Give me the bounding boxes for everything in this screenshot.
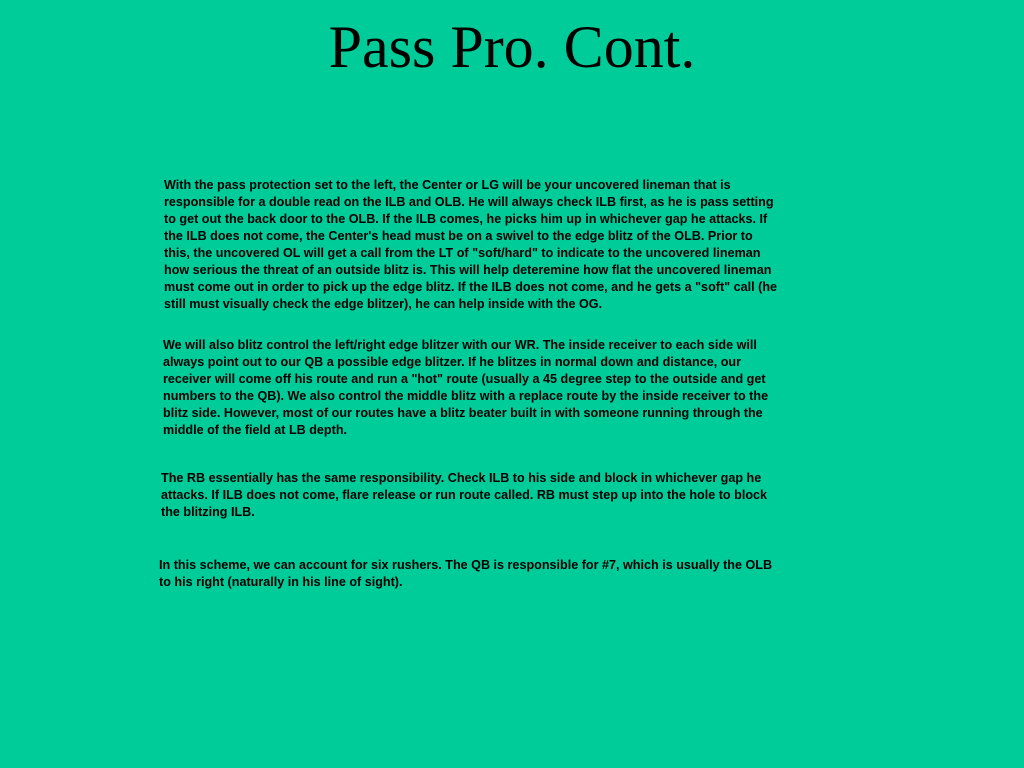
paragraph-pass-protection: With the pass protection set to the left, the Center or LG will be your uncovered lineman that is responsible for a double read on the ILB and OLB. He will always check ILB first, as he is pass setting to get out the back door to the OLB. If the ILB comes, he picks him up in whichever gap he attacks. If the ILB does not come, the Center's head must be on a swivel to the edge blitz of the OLB. Prior to this, the uncovered OL will get a call from the LT of "soft/hard" to indicate to the uncovered lineman how serious the threat of an outside blitz is. This will help deteremine how flat the uncovered lineman must come out in order to pick up the edge blitz. If the ILB does not come, and he gets a "soft" call (he still must visually check the edge blitzer), he can help inside with the OG. bbox=[164, 178, 778, 311]
paragraph-rb-responsibility: The RB essentially has the same responsibility. Check ILB to his side and block in whichever gap he attacks. If ILB does not come, flare release or run route called. RB must step up into the hole to block the blitzing ILB. bbox=[161, 471, 768, 519]
slide-title: Pass Pro. Cont. bbox=[328, 14, 696, 80]
paragraph-six-rushers: In this scheme, we can account for six rushers. The QB is responsible for #7, which is usually the OLB to his right (naturally in his line of sight). bbox=[159, 558, 773, 589]
paragraph-blitz-control: We will also blitz control the left/right edge blitzer with our WR. The inside receiver to each side will always point out to our QB a possible edge blitzer. If he blitzes in normal down and distance, our receiver will come off his route and run a "hot" route (usually a 45 degree step to the outside and get numbers to the QB). We also control the middle blitz with a replace route by the inside receiver to the blitz side. However, most of our routes have a blitz beater built in with someone running through the middle of the field at LB depth. bbox=[163, 338, 769, 437]
